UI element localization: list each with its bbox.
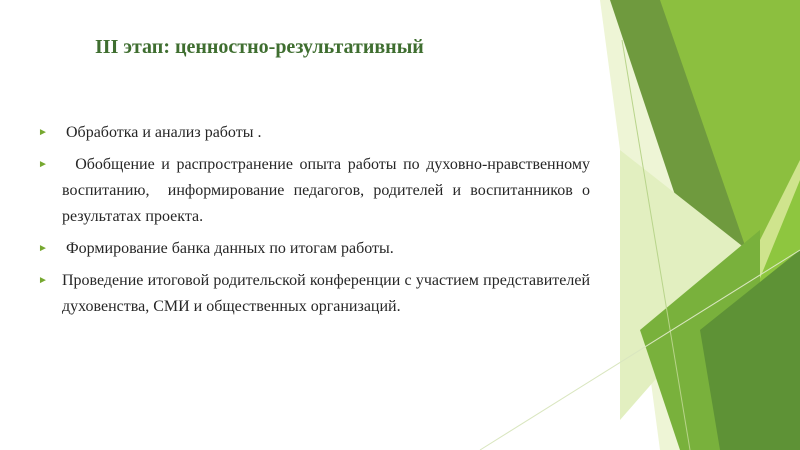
bullet-text: Проведение итоговой родительской конференции с участием представителей духовенства, СМИ и общественных организаций. bbox=[62, 272, 594, 315]
bullet-text: Обработка и анализ работы . bbox=[62, 124, 262, 141]
bullet-item bbox=[38, 152, 594, 230]
bullet-item bbox=[38, 268, 594, 320]
arrow-bullet-icon: ► bbox=[38, 127, 48, 138]
arrow-bullet-icon: ► bbox=[38, 275, 48, 286]
bullet-text: Формирование банка данных по итогам работы. bbox=[62, 240, 394, 257]
bullet-item bbox=[38, 120, 590, 146]
arrow-bullet-icon: ► bbox=[38, 159, 48, 170]
bullet-list bbox=[38, 120, 594, 326]
slide-title: III этап: ценностно-результативный bbox=[95, 36, 424, 58]
arrow-bullet-icon: ► bbox=[38, 243, 48, 254]
bullet-item bbox=[38, 236, 590, 262]
bullet-text: Обобщение и распространение опыта работы по духовно-нравственному воспитанию, информирование педагогов, родителей и воспитанников о результатах проекта. bbox=[62, 156, 594, 225]
